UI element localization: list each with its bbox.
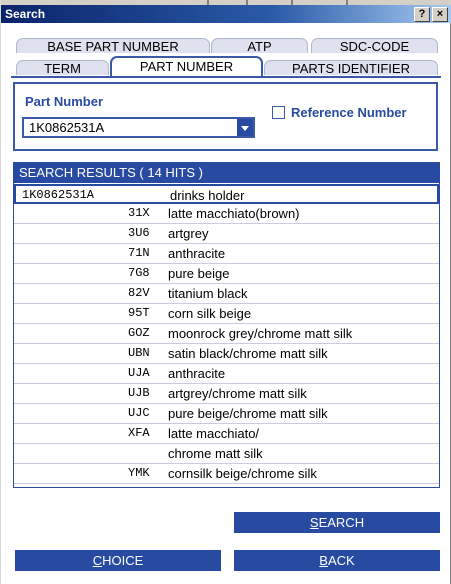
result-row[interactable] (14, 264, 439, 284)
result-description: artgrey/chrome matt silk (168, 386, 307, 401)
result-description: moonrock grey/chrome matt silk (168, 326, 353, 341)
result-code: 71N (128, 246, 150, 260)
result-code: 3U6 (128, 226, 150, 240)
back-label: ACK (327, 553, 355, 568)
results-header-text: SEARCH RESULTS ( 14 HITS ) (19, 165, 203, 180)
close-button[interactable] (432, 7, 448, 22)
result-row[interactable] (14, 224, 439, 244)
result-description: cornsilk beige/chrome silk (168, 466, 317, 481)
part-number-label: Part Number (25, 94, 104, 109)
result-code: 31X (128, 206, 150, 220)
tab-label: PART NUMBER (139, 59, 234, 74)
choice-button[interactable] (15, 550, 221, 571)
result-code: UJC (128, 406, 150, 420)
tab-label: TERM (44, 61, 81, 76)
part-number-value: 1K0862531A (29, 120, 105, 135)
choice-label: HOICE (102, 553, 144, 568)
back-accesskey: B (319, 553, 328, 568)
result-description: latte macchiato(brown) (168, 206, 300, 221)
result-description: satin black/chrome matt silk (168, 346, 328, 361)
tab-label: PARTS IDENTIFIER (292, 61, 410, 76)
tab-term[interactable] (16, 60, 109, 75)
result-row[interactable] (14, 444, 439, 464)
result-code: 1K0862531A (22, 188, 95, 202)
result-code: 7G8 (128, 266, 150, 280)
result-row[interactable] (14, 364, 439, 384)
tab-divider (11, 76, 441, 78)
result-row[interactable] (14, 204, 439, 224)
reference-number-checkbox[interactable] (272, 106, 285, 119)
result-code: XFA (128, 426, 150, 440)
result-code: 95T (128, 306, 150, 320)
help-icon: ? (418, 8, 426, 20)
tab-part-number[interactable] (110, 56, 263, 76)
result-code: UJA (128, 366, 150, 380)
result-description: pure beige/chrome matt silk (168, 406, 328, 421)
result-code: 82V (128, 286, 150, 300)
tab-label: BASE PART NUMBER (47, 39, 179, 54)
search-label: EARCH (318, 515, 365, 530)
result-row[interactable] (14, 424, 439, 444)
result-row[interactable] (14, 384, 439, 404)
result-description: artgrey (168, 226, 209, 241)
reference-number-label: Reference Number (291, 105, 407, 120)
result-code: UBN (128, 346, 150, 360)
help-button[interactable] (414, 7, 430, 22)
result-description: latte macchiato/ (168, 426, 260, 441)
title-bar (1, 5, 451, 23)
result-row[interactable] (14, 464, 439, 484)
result-row[interactable] (14, 324, 439, 344)
result-description: anthracite (168, 366, 226, 381)
result-row-selected[interactable] (14, 184, 439, 204)
result-row[interactable] (14, 284, 439, 304)
tab-atp[interactable] (211, 38, 308, 53)
result-description: chrome matt silk (168, 446, 263, 461)
back-button[interactable] (234, 550, 440, 571)
search-accesskey: S (309, 515, 319, 530)
result-description: anthracite (168, 246, 226, 261)
result-code: GOZ (128, 326, 150, 340)
result-description: drinks holder (170, 188, 245, 203)
result-description: pure beige (168, 266, 230, 281)
result-description: titanium black (168, 286, 248, 301)
chevron-down-icon[interactable] (237, 119, 253, 136)
close-icon: × (436, 8, 444, 20)
search-results-list (13, 162, 440, 488)
tab-label: SDC-CODE (339, 39, 410, 54)
tab-base-part-number[interactable] (16, 38, 210, 53)
result-row[interactable] (14, 344, 439, 364)
part-number-combobox[interactable] (22, 117, 255, 138)
tab-sdc-code[interactable] (311, 38, 438, 53)
result-code: YMK (128, 466, 150, 480)
choice-accesskey: C (92, 553, 103, 568)
window-title: Search (5, 7, 46, 21)
results-header (14, 163, 439, 183)
result-description: corn silk beige (168, 306, 252, 321)
result-row[interactable] (14, 404, 439, 424)
search-button[interactable] (234, 512, 440, 533)
result-row[interactable] (14, 304, 439, 324)
tab-label: ATP (247, 39, 272, 54)
result-row[interactable] (14, 244, 439, 264)
result-code: UJB (128, 386, 150, 400)
tab-parts-identifier[interactable] (264, 60, 438, 75)
search-form-panel (13, 82, 438, 151)
